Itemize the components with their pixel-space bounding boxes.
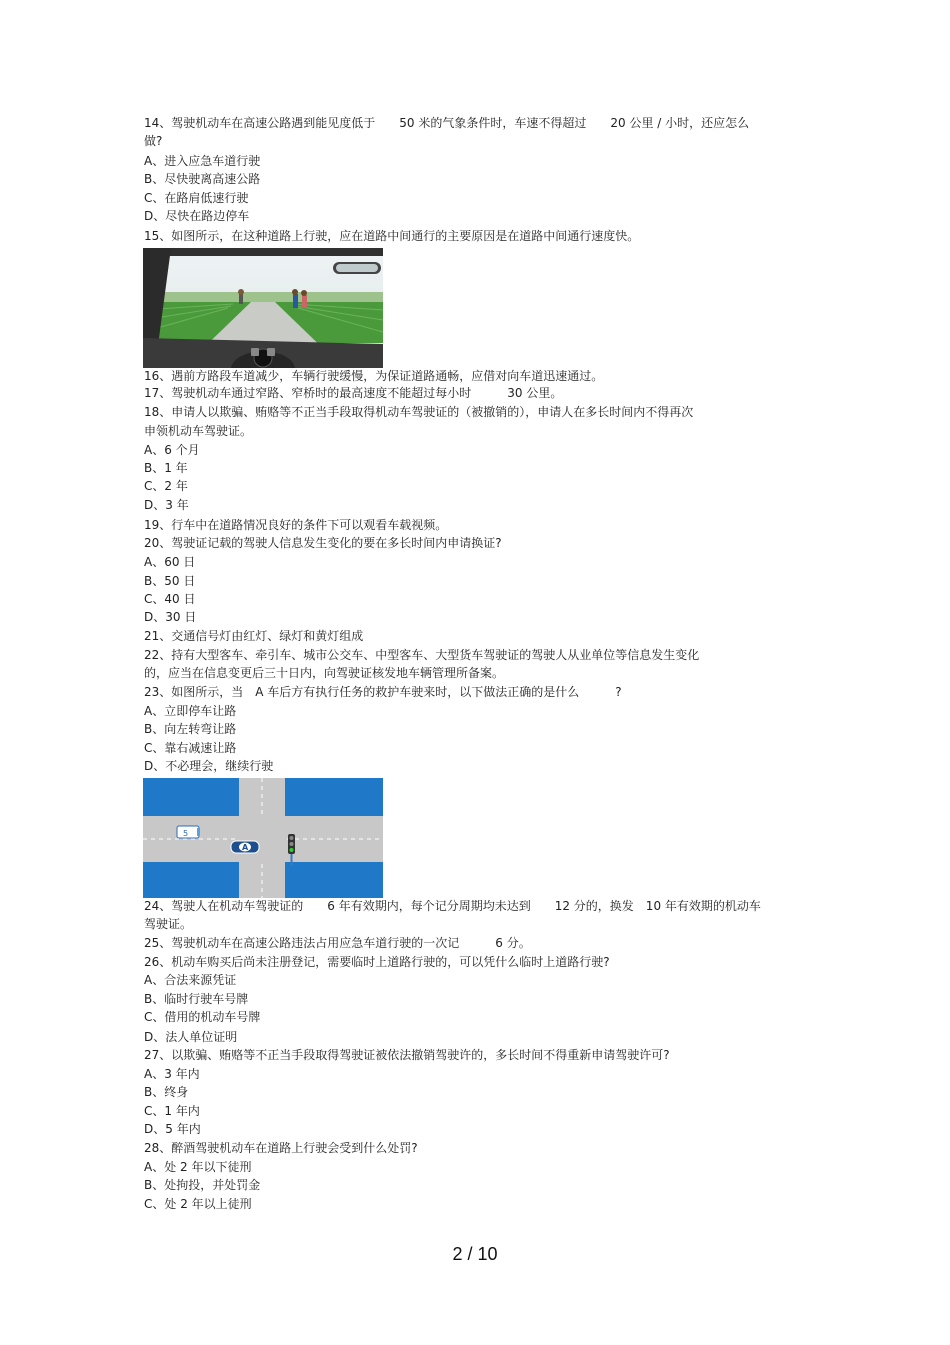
q27-option-b: B、终身 xyxy=(144,1085,189,1099)
q15-line: 15、如图所示，在这种道路上行驶，应在道路中间通行的主要原因是在道路中间通行速度快。 xyxy=(144,229,640,243)
q22-line-2: 的，应当在信息变更后三十日内，向驾驶证核发地车辆管理所备案。 xyxy=(144,666,505,680)
ambulance-label: 5 xyxy=(183,829,189,838)
q14-option-b: B、尽快驶离高速公路 xyxy=(144,172,261,186)
q28-line: 28、醉酒驾驶机动车在道路上行驶会受到什么处罚? xyxy=(144,1141,418,1155)
q28-option-c: C、处 2 年以上徒刑 xyxy=(144,1197,252,1211)
q18-line-1: 18、申请人以欺骗、贿赂等不正当手段取得机动车驾驶证的（被撤销的），申请人在多长时间内不得再次 xyxy=(144,405,694,419)
q27-option-a: A、3 年内 xyxy=(144,1067,200,1081)
q14-option-c: C、在路肩低速行驶 xyxy=(144,191,249,205)
q26-option-d: D、法人单位证明 xyxy=(144,1030,238,1044)
car-a-icon xyxy=(231,841,259,853)
q21-line: 21、交通信号灯由红灯、绿灯和黄灯组成 xyxy=(144,629,364,643)
q26-option-a: A、合法来源凭证 xyxy=(144,973,237,987)
q26-option-c: C、借用的机动车号牌 xyxy=(144,1010,261,1024)
q24-line-2: 驾驶证。 xyxy=(144,917,193,931)
intersection-diagram xyxy=(143,778,383,898)
q27-option-d: D、5 年内 xyxy=(144,1122,201,1136)
q22-line-1: 22、持有大型客车、牵引车、城市公交车、中型客车、大型货车驾驶证的驾驶人从业单位等信息发生变化 xyxy=(144,648,700,662)
page-number: 2 / 10 xyxy=(452,1244,498,1264)
ambulance-icon xyxy=(177,826,200,838)
q14-option-d: D、尽快在路边停车 xyxy=(144,209,250,223)
q28-option-a: A、处 2 年以下徒刑 xyxy=(144,1160,252,1174)
q20-line: 20、驾驶证记载的驾驶人信息发生变化的要在多长时间内申请换证? xyxy=(144,536,502,550)
q17-line: 17、驾驶机动车通过窄路、窄桥时的最高速度不能超过每小时 30 公里。 xyxy=(144,386,563,400)
q20-option-c: C、40 日 xyxy=(144,592,196,606)
q16-line: 16、遇前方路段车道减少，车辆行驶缓慢，为保证道路通畅，应借对向车道迅速通过。 xyxy=(144,369,604,383)
q18-line-2: 申领机动车驾驶证。 xyxy=(144,424,253,438)
q14-line-2: 做? xyxy=(144,134,163,148)
q18-option-b: B、1 年 xyxy=(144,461,188,475)
q18-option-c: C、2 年 xyxy=(144,479,188,493)
q18-option-a: A、6 个月 xyxy=(144,443,200,457)
q23-option-b: B、向左转弯让路 xyxy=(144,722,237,736)
car-a-label: A xyxy=(242,843,249,852)
q23-option-d: D、不必理会，继续行驶 xyxy=(144,759,274,773)
q14-option-a: A、进入应急车道行驶 xyxy=(144,154,261,168)
q23-option-a: A、立即停车让路 xyxy=(144,704,237,718)
q28-option-b: B、处拘投，并处罚金 xyxy=(144,1178,261,1192)
q23-line: 23、如图所示，当 A 车后方有执行任务的救护车驶来时，以下做法正确的是什么 ? xyxy=(144,685,622,699)
q27-option-c: C、1 年内 xyxy=(144,1104,200,1118)
figure-intersection xyxy=(143,778,383,898)
q14-line-1: 14、驾驶机动车在高速公路遇到能见度低于 50 米的气象条件时，车速不得超过 20 公里 / 小时，还应怎么 xyxy=(144,116,750,130)
q20-option-a: A、60 日 xyxy=(144,555,196,569)
q26-line: 26、机动车购买后尚未注册登记，需要临时上道路行驶的，可以凭什么临时上道路行驶? xyxy=(144,955,610,969)
q18-option-d: D、3 年 xyxy=(144,498,189,512)
q25-line: 25、驾驶机动车在高速公路违法占用应急车道行驶的一次记 6 分。 xyxy=(144,936,531,950)
figure-road-view xyxy=(143,248,383,368)
q24-line-1: 24、驾驶人在机动车驾驶证的 6 年有效期内，每个记分周期均未达到 12 分的，换发 10 年有效期的机动车 xyxy=(144,899,761,913)
q20-option-d: D、30 日 xyxy=(144,610,197,624)
road-view-illustration xyxy=(143,248,383,368)
q20-option-b: B、50 日 xyxy=(144,574,196,588)
q26-option-b: B、临时行驶车号牌 xyxy=(144,992,249,1006)
q23-option-c: C、靠右减速让路 xyxy=(144,741,237,755)
q19-line: 19、行车中在道路情况良好的条件下可以观看车载视频。 xyxy=(144,518,448,532)
q27-line: 27、以欺骗、贿赂等不正当手段取得驾驶证被依法撤销驾驶许的，多长时间不得重新申请驾驶许可? xyxy=(144,1048,670,1062)
